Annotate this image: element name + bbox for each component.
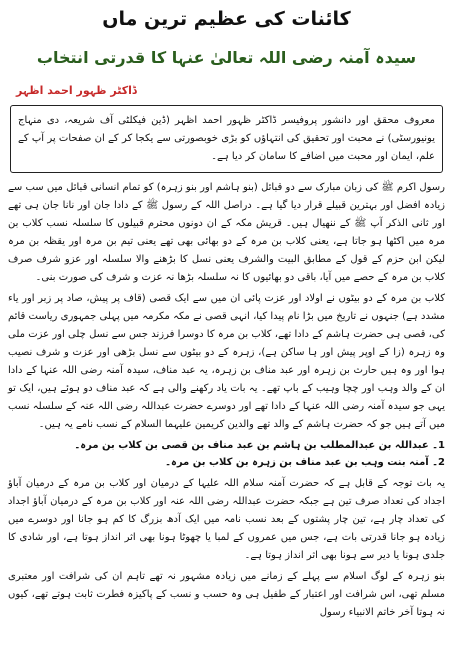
article-body <box>8 179 445 622</box>
paragraph: یہ بات توجہ کے قابل ہے کہ حضرت آمنہ سلام اللہ علیہا کے درمیان اور کلاب بن مرہ کے درمیان آباؤ اجداد کی تعداد صرف تین ہے جبکہ حضرت عبداللہ رضی اللہ عنہ اور کلاب بن مرہ کے درمیان آباؤ اجداد کی تعداد چار ہے، تین چار پشتوں کے بعد نسب نامہ میں ایک آدھ بزرگ کا کم ہو جانا اور دوسرے میں زیادہ ہو جانا قدرتی بات ہے، جس میں عمروں کے لمبا یا چھوٹا ہونا بھی اثر انداز ہوتا ہے، اور شادی کا جلدی ہونا یا دیر سے ہونا بھی اثر انداز ہوتا ہے۔ <box>8 478 445 561</box>
page-title: کائنات کی عظیم ترین ماں <box>102 8 351 30</box>
intro-text: معروف محقق اور دانشور پروفیسر ڈاکٹر ظہور احمد اظہر (ڈین فیکلٹی آف شریعہ، دی منہاج یونیورسٹی) نے محبت اور تحقیق کی انتہاؤں کو بڑی خوبصورتی سے یکجا کر کے ان صفحات پر آپ کے علم، ایمان اور محبت میں اضافے کا سامان کر دیا ہے۔ <box>18 115 435 162</box>
paragraph: رسول اکرم ﷺ کی زبان مبارک سے دو قبائل (بنو ہاشم اور بنو زہرہ) کو تمام انسانی قبائل میں سب سے زیادہ افضل اور بہترین قبیلے قرار دیا گیا ہے۔ دراصل اللہ کے رسول ﷺ کے دادا جان اور نانا جان ہی تھے اور ثانی الذکر آپ ﷺ کے ننھیال ہیں۔ قریش مکہ کے ان دونوں محترم قبیلوں کا سلسلہ نسب کلاب بن مرہ میں اکٹھا ہو جاتا ہے، یعنی کلاب بن مرہ کے دو بھائی بھی تھے یعنی تیم بن مرہ اور یقظہ بن مرہ لیکن ابن حزم کے قول کے مطابق البیت والشرف یعنی نسل کا بڑھنے والا سلسلہ اور عزو شرف صرف کلاب بن مرہ کے حصے میں آیا، باقی دو بھائیوں کا نہ سلسلہ بڑھا نہ عزت و شرف کی صورت بنی۔ <box>8 182 445 283</box>
paragraph: کلاب بن مرہ کے دو بیٹوں نے اولاد اور عزت پائی ان میں سے ایک قصی (قاف پر پیش، صاد پر زبر اور یاء مشدد ہے) جنہوں نے تاریخ میں بڑا نام پیدا کیا، انہی قصی نے مکہ مکرمہ میں پہلی جمہوری ریاست قائم کی، قصی ہی حضرت ہاشم کے دادا تھے، کلاب بن مرہ کا دوسرا فرزند جس سے نسل چلی اور عزت ملی وہ زہرہ (زا کے اوپر پیش اور ہا ساکن ہے)، زہرہ کے دو بیٹوں سے نسل بڑھی اور عزت و شرف نصیب ہوا اور وہ ہیں حارث بن زہرہ اور عبد مناف بن زہرہ، یہ عبد مناف، سیدہ آمنہ رضی اللہ عنہا کے دادا ان کے والد وہب اور چچا وہیب کے باپ تھے۔ یہ بات یاد رکھنے والی ہے کہ عبد مناف دو ہوئے ہیں، ایک تو یہی جو سیدہ آمنہ رضی اللہ عنہا کے دادا تھے اور دوسرے حضرت عبداللہ رضی اللہ عنہ کے سلسلہ نسب میں آتے ہیں جو کہ حضرت ہاشم کے والد تھے والدین کریمین علیہما السلام کے نسب نامے یہ ہیں۔ <box>8 293 445 430</box>
lineage-list <box>8 437 445 471</box>
page-subtitle: سیدہ آمنہ رضی اللہ تعالیٰ عنہا کا قدرتی انتخاب <box>36 48 417 67</box>
intro-box <box>10 105 443 173</box>
paragraph: بنو زہرہ کے لوگ اسلام سے پہلے کے زمانے میں زیادہ مشہور نہ تھے تاہم ان کی شرافت اور معتبری مسلم تھی، اس شرافت اور اعتبار کے طفیل ہی وہ حسب و نسب کے پاکیزہ فطرت ثابت ہوتے تھے، کیوں نہ ہوتا آخر خاتم الانبیاء رسول <box>8 571 446 618</box>
author-name: ڈاکٹر ظہور احمد اظہر <box>16 84 137 97</box>
lineage-item: 2۔ آمنہ بنت وہب بن عبد مناف بن زہرہ بن کلاب بن مرہ۔ <box>165 457 445 468</box>
lineage-item: 1۔ عبداللہ بن عبدالمطلب بن ہاشم بن عبد مناف بن قصی بن کلاب بن مرہ۔ <box>74 440 445 451</box>
